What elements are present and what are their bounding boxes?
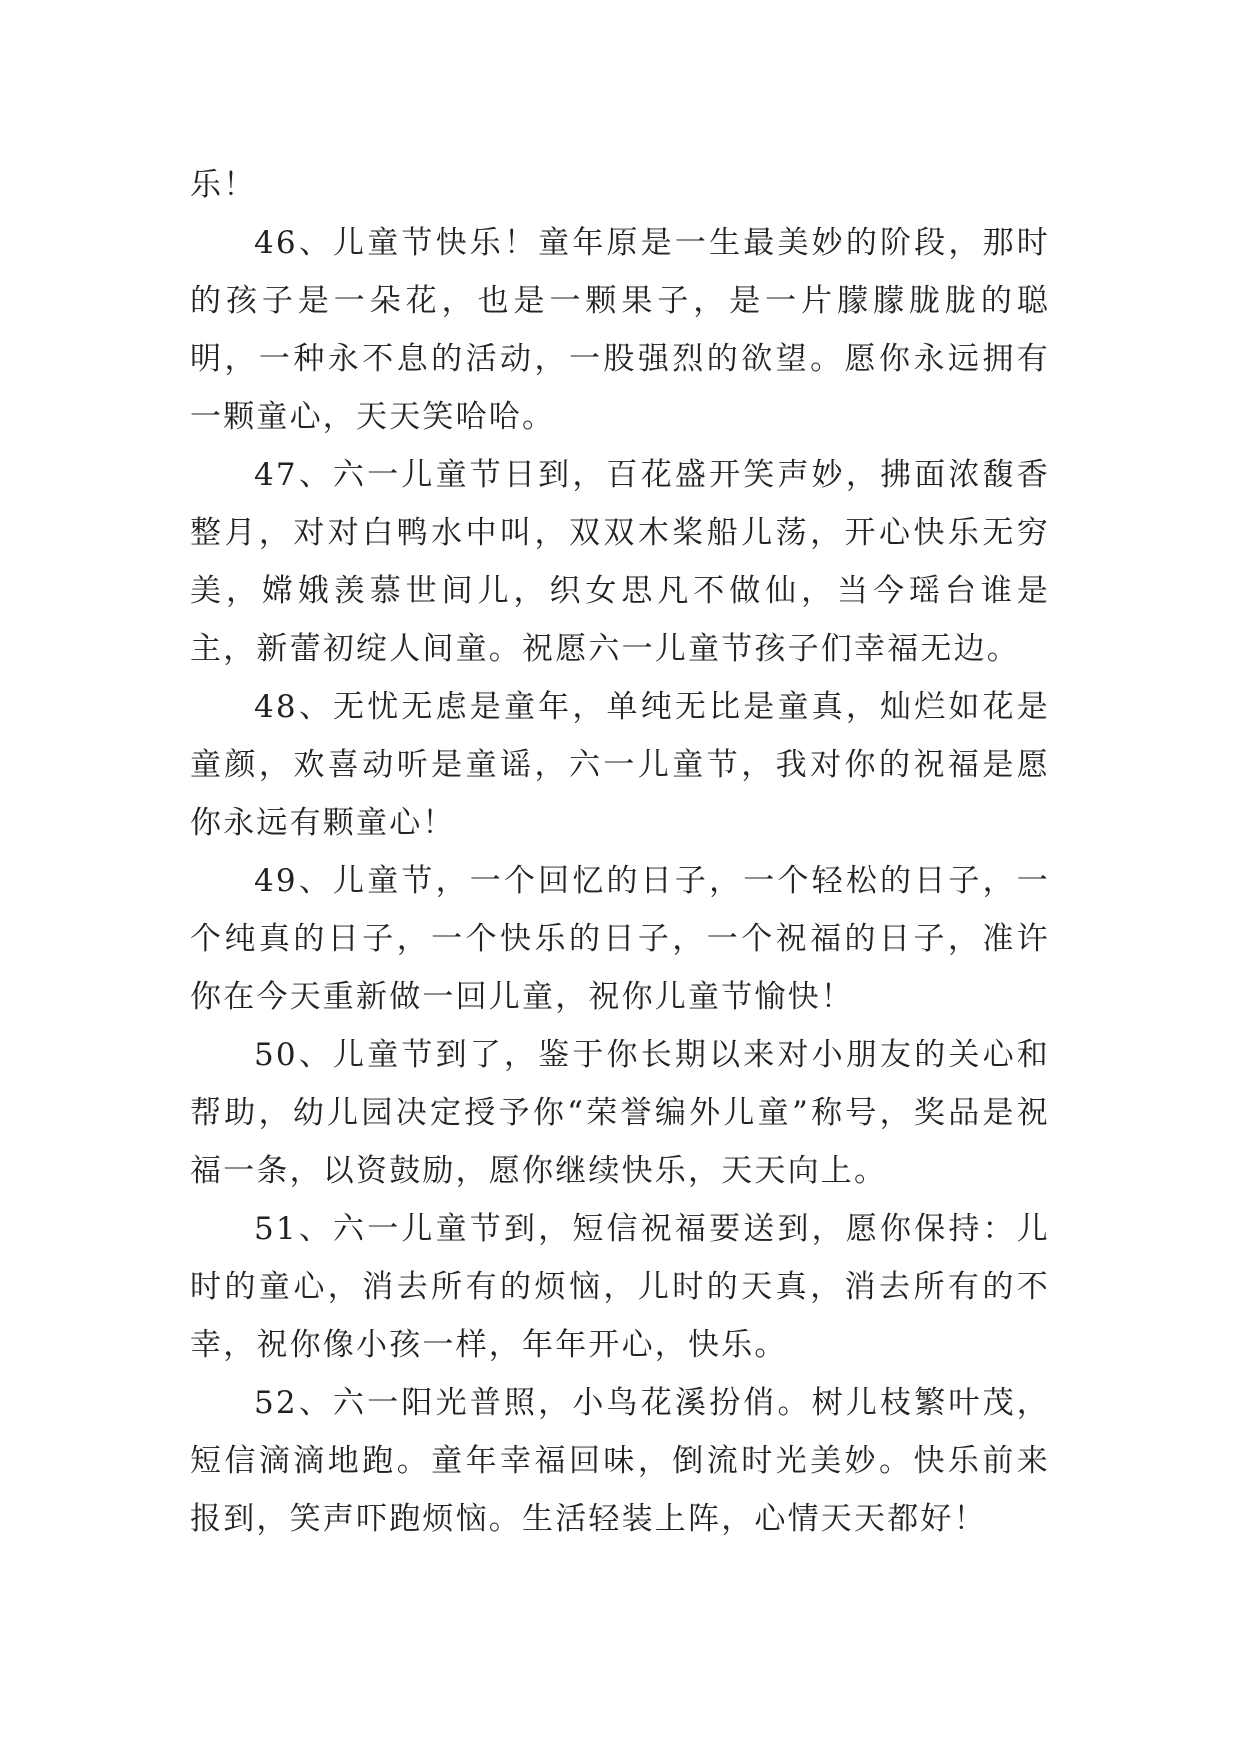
- paragraph-continuation: 乐！: [190, 167, 257, 203]
- paragraph-49: 49、儿童节，一个回忆的日子，一个轻松的日子，一个纯真的日子，一个快乐的日子，一个祝福的日子，准许你在今天重新做一回儿童，祝你儿童节愉快！: [190, 863, 1050, 1015]
- paragraph-52: 52、六一阳光普照，小鸟花溪扮俏。树儿枝繁叶茂，短信滴滴地跑。童年幸福回味，倒流时光美妙。快乐前来报到，笑声吓跑烦恼。生活轻装上阵，心情天天都好！: [190, 1385, 1050, 1537]
- paragraph-50: 50、儿童节到了，鉴于你长期以来对小朋友的关心和帮助，幼儿园决定授予你“荣誉编外儿童”称号，奖品是祝福一条，以资鼓励，愿你继续快乐，天天向上。: [190, 1037, 1050, 1189]
- paragraph-48: 48、无忧无虑是童年，单纯无比是童真，灿烂如花是童颜，欢喜动听是童谣，六一儿童节，我对你的祝福是愿你永远有颗童心！: [190, 689, 1050, 841]
- paragraph-51: 51、六一儿童节到，短信祝福要送到，愿你保持：儿时的童心，消去所有的烦恼，儿时的天真，消去所有的不幸，祝你像小孩一样，年年开心，快乐。: [190, 1211, 1050, 1363]
- document-body: [190, 156, 1050, 1548]
- paragraph-46: 46、儿童节快乐！童年原是一生最美妙的阶段，那时的孩子是一朵花，也是一颗果子，是一片朦朦胧胧的聪明，一种永不息的活动，一股强烈的欲望。愿你永远拥有一颗童心，天天笑哈哈。: [190, 225, 1050, 435]
- paragraph-47: 47、六一儿童节日到，百花盛开笑声妙，拂面浓馥香整月，对对白鸭水中叫，双双木桨船儿荡，开心快乐无穷美，嫦娥羡慕世间儿，织女思凡不做仙，当今瑶台谁是主，新蕾初绽人间童。祝愿六一儿童节孩子们幸福无边。: [190, 457, 1050, 667]
